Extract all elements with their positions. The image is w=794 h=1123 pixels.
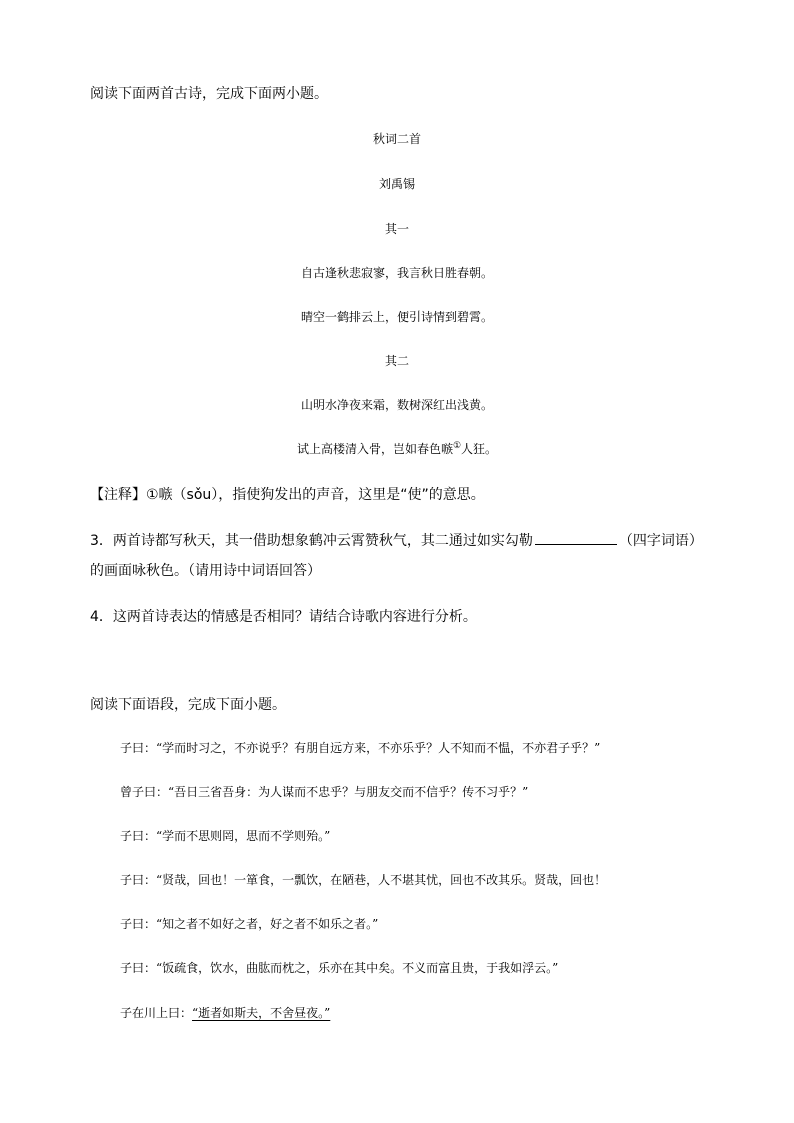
underlined-quote: “逝者如斯夫，不舍昼夜。” (192, 1006, 331, 1020)
poem-part1-line2: 晴空一鹤排云上，便引诗情到碧霄。 (300, 310, 493, 324)
analects-line-6: 子曰：“饭疏食，饮水，曲肱而枕之，乐亦在其中矣。不义而富且贵，于我如浮云。” (120, 961, 559, 975)
poem-part1-label: 其一 (384, 222, 409, 236)
question-3-continued: 的画面咏秋色。（请用诗中词语回答） (90, 563, 321, 579)
poem-author: 刘禹锡 (378, 177, 415, 191)
analects-line-5: 子曰：“知之者不如好之者，好之者不如乐之者。” (120, 917, 379, 931)
analects-line-7: 子在川上曰：“逝者如斯夫，不舍昼夜。” (120, 1006, 331, 1020)
footnote-marker: ① (452, 441, 462, 451)
analects-line-4: 子曰：“贤哉，回也！一箪食，一瓢饮，在陋巷，人不堪其忧，回也不改其乐。贤哉，回也！ (120, 873, 607, 887)
instruction-2: 阅读下面语段，完成下面小题。 (90, 697, 286, 713)
analects-line-3: 子曰：“学而不思则罔，思而不学则殆。” (120, 829, 331, 843)
question-4: 4．这两首诗表达的情感是否相同？请结合诗歌内容进行分析。 (90, 609, 477, 625)
poem-part2-line2: 试上高楼清入骨，岂如春色嗾①人狂。 (296, 441, 498, 456)
poem-title: 秋词二首 (372, 132, 421, 146)
analects-line-1: 子曰：“学而时习之，不亦说乎？有朋自远方来，不亦乐乎？人不知而不愠，不亦君子乎？” (120, 741, 601, 755)
analects-line-2: 曾子曰：“吾日三省吾身：为人谋而不忠乎？与朋友交而不信乎？传不习乎？” (120, 785, 529, 799)
answer-blank[interactable] (535, 531, 617, 545)
poem-part2-label: 其二 (384, 354, 409, 368)
question-3: 3．两首诗都写秋天，其一借助想象鹤冲云霄赞秋气，其二通过如实勾勒 （四字词语） (90, 533, 703, 549)
poem-part1-line1: 自古逢秋悲寂寥，我言秋日胜春朝。 (300, 266, 493, 280)
instruction-1: 阅读下面两首古诗，完成下面两小题。 (90, 86, 328, 102)
annotation-note: 【注释】①嗾（sǒu），指使狗发出的声音，这里是“使”的意思。 (90, 487, 485, 503)
poem-part2-line1: 山明水净夜来霜，数树深红出浅黄。 (300, 398, 493, 412)
